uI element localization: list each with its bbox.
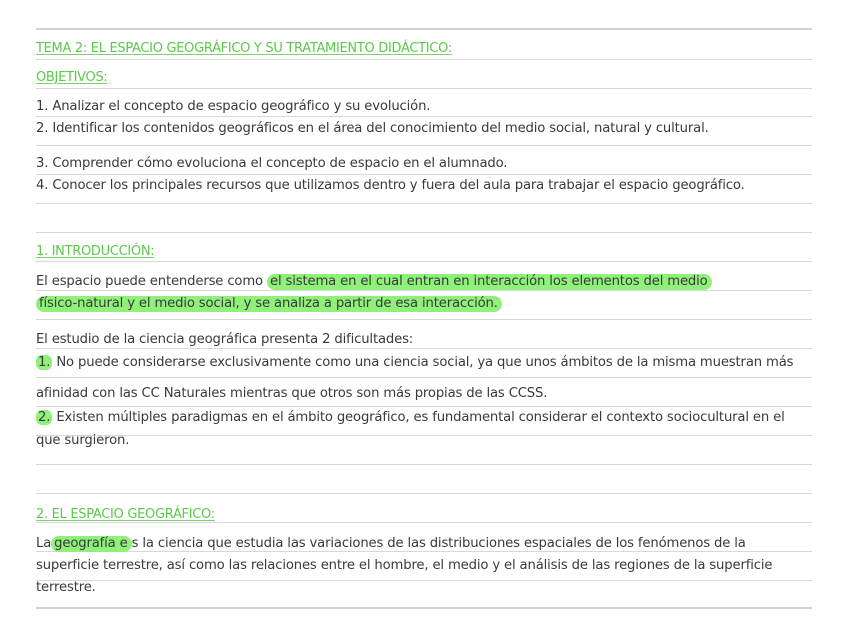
intro-paragraph-line [36,273,712,291]
objetivo-item: 2. Identificar los contenidos geográficos en el área del conocimiento del medio social, natural y cultural. [36,121,709,136]
ruled-line [36,406,812,407]
ruled-line [36,116,812,117]
ruled-line [36,377,812,378]
difficulty-item [36,354,793,372]
espacio-heading: 2. EL ESPACIO GEOGRÁFICO: [36,507,215,522]
introduccion-heading: 1. INTRODUCCIÓN: [36,244,155,259]
ruled-line [36,28,812,30]
difficulties-intro: El estudio de la ciencia geográfica presenta 2 dificultades: [36,332,414,347]
ruled-line [36,203,812,204]
difficulty-number: 2. [38,410,51,425]
espacio-paragraph-line [36,535,746,553]
intro-paragraph-line [36,295,502,313]
ruled-line [36,88,812,89]
difficulty-item-cont: que surgieron. [36,433,130,448]
highlighted-definition: el sistema en el cual entran en interacción los elementos del medio [267,274,712,290]
ruled-line [36,174,812,175]
objetivos-heading: OBJETIVOS: [36,70,108,85]
ruled-line [36,435,812,436]
ruled-line [36,319,812,320]
highlighted-definition: físico-natural y el medio social, y se analiza a partir de esa interacción. [36,296,502,312]
espacio-text: s la ciencia que estudia las variaciones de las distribuciones espaciales de los fenómenos de la [131,536,746,551]
ruled-line [36,261,812,262]
ruled-line [36,580,812,581]
ruled-line [36,145,812,146]
ruled-line [36,493,812,494]
objetivo-item: 3. Comprender cómo evoluciona el concepto de espacio en el alumnado. [36,156,508,171]
espacio-paragraph-line: superficie terrestre, así como las relaciones entre el hombre, el medio y el análisis de las regiones de la superficie [36,558,773,573]
espacio-paragraph-line: terrestre. [36,580,96,595]
ruled-line [36,607,812,609]
objetivo-item: 4. Conocer los principales recursos que utilizamos dentro y fuera del aula para trabajar el espacio geográfico. [36,178,745,193]
ruled-line [36,464,812,465]
intro-lead-text: El espacio puede entenderse como [36,274,263,289]
espacio-lead: La [36,536,52,551]
difficulty-text: Existen múltiples paradigmas en el ámbito geográfico, es fundamental considerar el contexto sociocultural en el [56,410,785,425]
ruled-line [36,59,812,60]
page-title: TEMA 2: EL ESPACIO GEOGRÁFICO Y SU TRATAMIENTO DIDÁCTICO: [36,41,452,56]
ruled-line [36,232,812,233]
difficulty-number: 1. [38,355,51,370]
highlighted-term: geografía e [51,536,131,552]
objetivo-item: 1. Analizar el concepto de espacio geográfico y su evolución. [36,99,431,114]
difficulty-item-cont: afinidad con las CC Naturales mientras que otros son más propias de las CCSS. [36,386,548,401]
difficulty-item [36,409,785,427]
difficulty-text: No puede considerarse exclusivamente como una ciencia social, ya que unos ámbitos de la misma muestran más [56,355,794,370]
